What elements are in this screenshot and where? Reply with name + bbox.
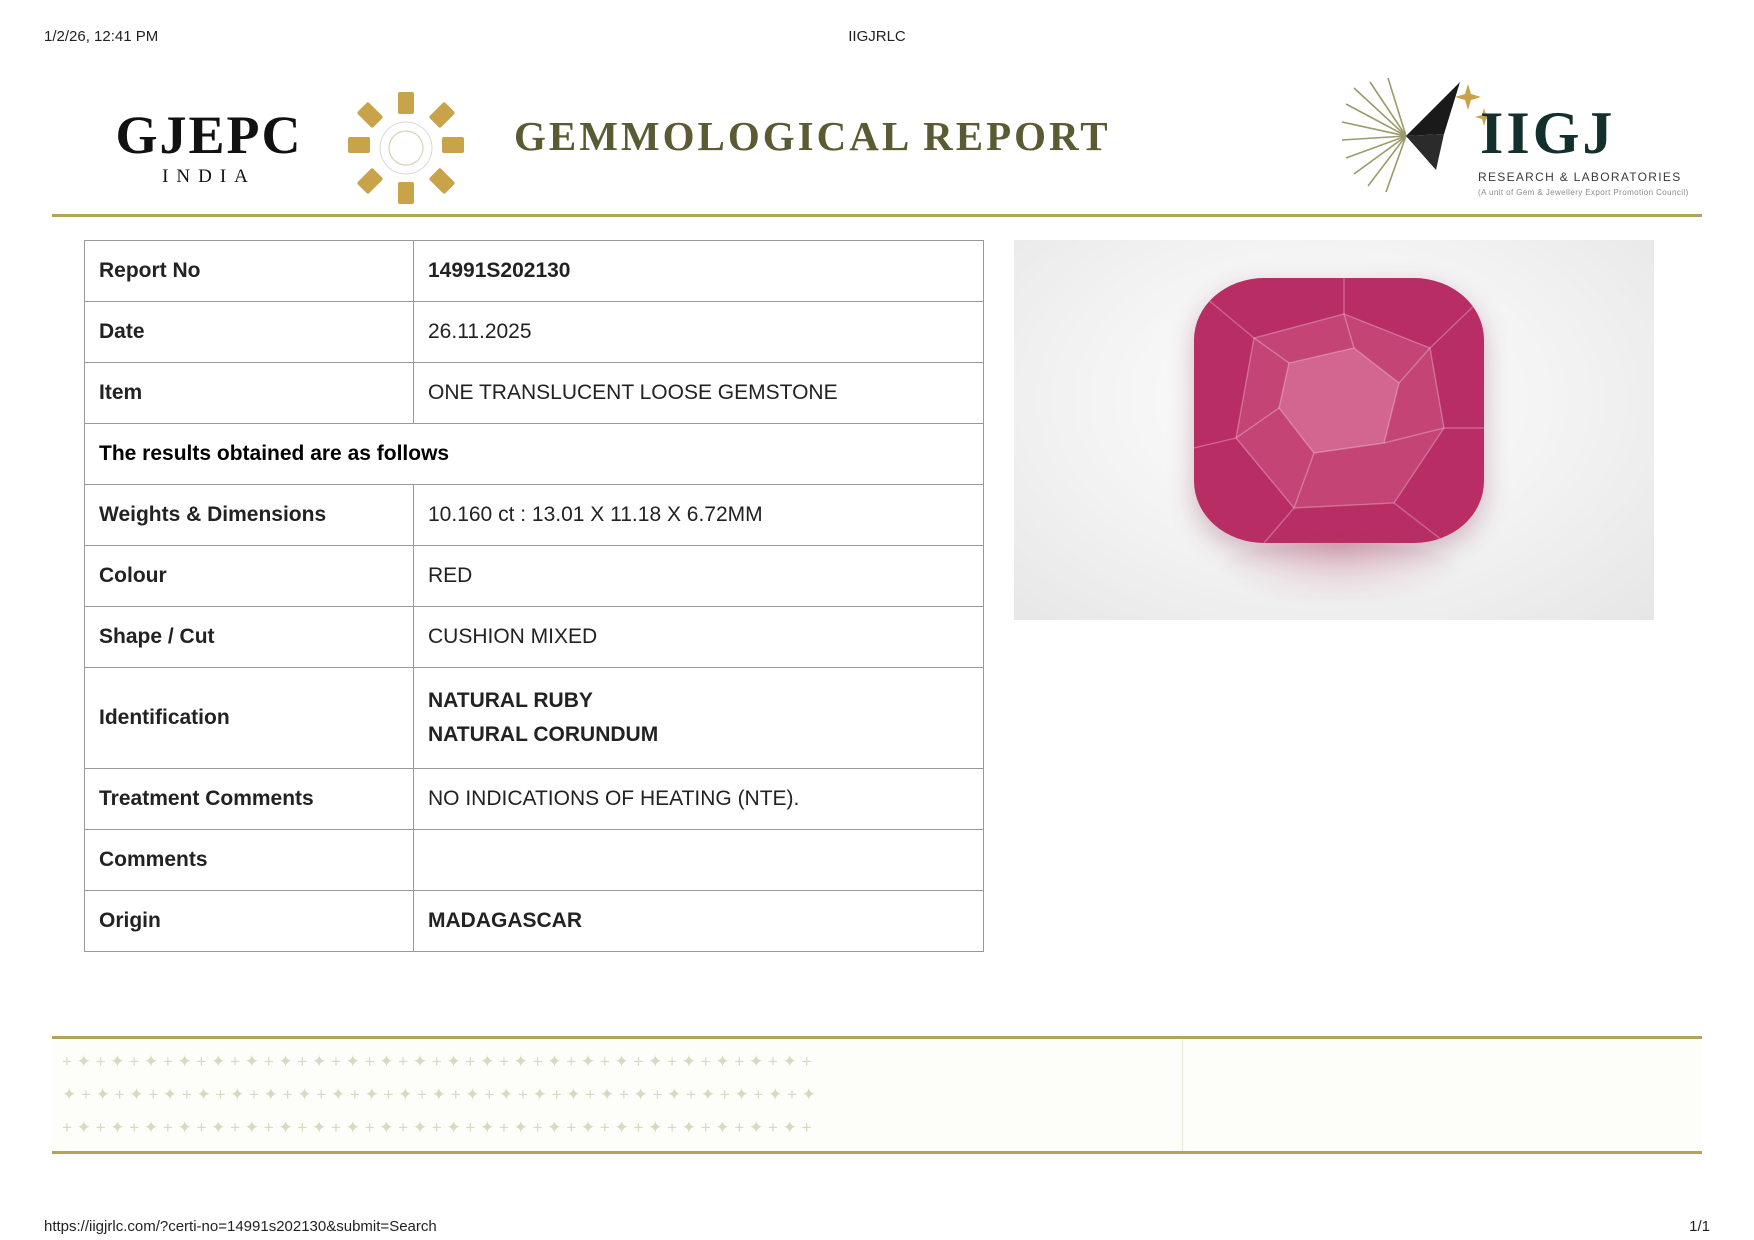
gjepc-country: INDIA <box>162 166 256 187</box>
row-value: 26.11.2025 <box>414 302 984 363</box>
masthead <box>44 62 1710 210</box>
row-value-identification <box>414 668 984 769</box>
row-value: MADAGASCAR <box>414 891 984 952</box>
print-page-title: IIGJRLC <box>848 28 906 45</box>
table-row <box>85 241 984 302</box>
print-datetime: 1/2/26, 12:41 PM <box>44 28 159 45</box>
table-row <box>85 830 984 891</box>
print-source-url: https://iigjrlc.com/?certi-no=14991s202130&submit=Search <box>44 1218 437 1235</box>
security-band-divider <box>1182 1039 1183 1151</box>
iigj-logo <box>1340 72 1690 210</box>
table-row <box>85 363 984 424</box>
page-title: GEMMOLOGICAL REPORT <box>514 113 1111 159</box>
row-value: NO INDICATIONS OF HEATING (NTE). <box>414 769 984 830</box>
table-row-note <box>85 424 984 485</box>
certificate-page <box>44 62 1710 1182</box>
table-row <box>85 607 984 668</box>
row-label: Colour <box>85 546 414 607</box>
table-row <box>85 485 984 546</box>
report-content <box>84 240 1690 980</box>
results-note: The results obtained are as follows <box>85 424 984 485</box>
row-value: 14991S202130 <box>414 241 984 302</box>
table-row <box>85 891 984 952</box>
table-row <box>85 302 984 363</box>
table-row <box>85 769 984 830</box>
row-label: Item <box>85 363 414 424</box>
gemstone-image <box>1194 278 1484 543</box>
row-label: Shape / Cut <box>85 607 414 668</box>
table-row <box>85 668 984 769</box>
gjepc-name: GJEPC <box>115 105 303 165</box>
row-label: Treatment Comments <box>85 769 414 830</box>
identification-line-1: NATURAL RUBY <box>428 689 593 712</box>
gemstone-reflection <box>1219 540 1459 602</box>
row-label: Weights & Dimensions <box>85 485 414 546</box>
security-band-row: + ✦ + ✦ + ✦ + ✦ + ✦ + ✦ + ✦ + ✦ + ✦ + ✦ + ✦ + ✦ + ✦ + ✦ + ✦ + ✦ + ✦ + ✦ + ✦ + ✦ + ✦ + ✦ + <box>62 1051 812 1071</box>
row-value: RED <box>414 546 984 607</box>
row-label: Date <box>85 302 414 363</box>
row-label: Origin <box>85 891 414 952</box>
row-value: CUSHION MIXED <box>414 607 984 668</box>
gjepc-wordmark <box>84 106 334 188</box>
row-value <box>414 830 984 891</box>
iigj-wordmark: IIGJ <box>1480 100 1616 166</box>
identification-line-2: NATURAL CORUNDUM <box>428 723 659 746</box>
gjepc-logo <box>84 90 484 206</box>
security-band <box>52 1036 1702 1154</box>
iigj-burst-icon <box>1340 78 1490 198</box>
row-value: 10.160 ct : 13.01 X 11.18 X 6.72MM <box>414 485 984 546</box>
row-label: Report No <box>85 241 414 302</box>
security-band-row: ✦ + ✦ + ✦ + ✦ + ✦ + ✦ + ✦ + ✦ + ✦ + ✦ + ✦ + ✦ + ✦ + ✦ + ✦ + ✦ + ✦ + ✦ + ✦ + ✦ + ✦ + ✦ + ✦ <box>62 1084 816 1104</box>
gemstone-photo <box>1014 240 1654 620</box>
iigj-subtitle: RESEARCH & LABORATORIES <box>1478 170 1682 184</box>
row-value: ONE TRANSLUCENT LOOSE GEMSTONE <box>414 363 984 424</box>
header-divider <box>52 214 1702 217</box>
row-label: Comments <box>85 830 414 891</box>
gjepc-emblem-icon <box>346 90 466 206</box>
row-label: Identification <box>85 668 414 769</box>
iigj-fineprint: (A unit of Gem & Jewellery Export Promotion Council) <box>1478 188 1689 197</box>
print-page-number: 1/1 <box>1689 1218 1710 1235</box>
table-row <box>85 546 984 607</box>
security-band-row: + ✦ + ✦ + ✦ + ✦ + ✦ + ✦ + ✦ + ✦ + ✦ + ✦ + ✦ + ✦ + ✦ + ✦ + ✦ + ✦ + ✦ + ✦ + ✦ + ✦ + ✦ + ✦ + <box>62 1118 812 1138</box>
report-table <box>84 240 984 952</box>
